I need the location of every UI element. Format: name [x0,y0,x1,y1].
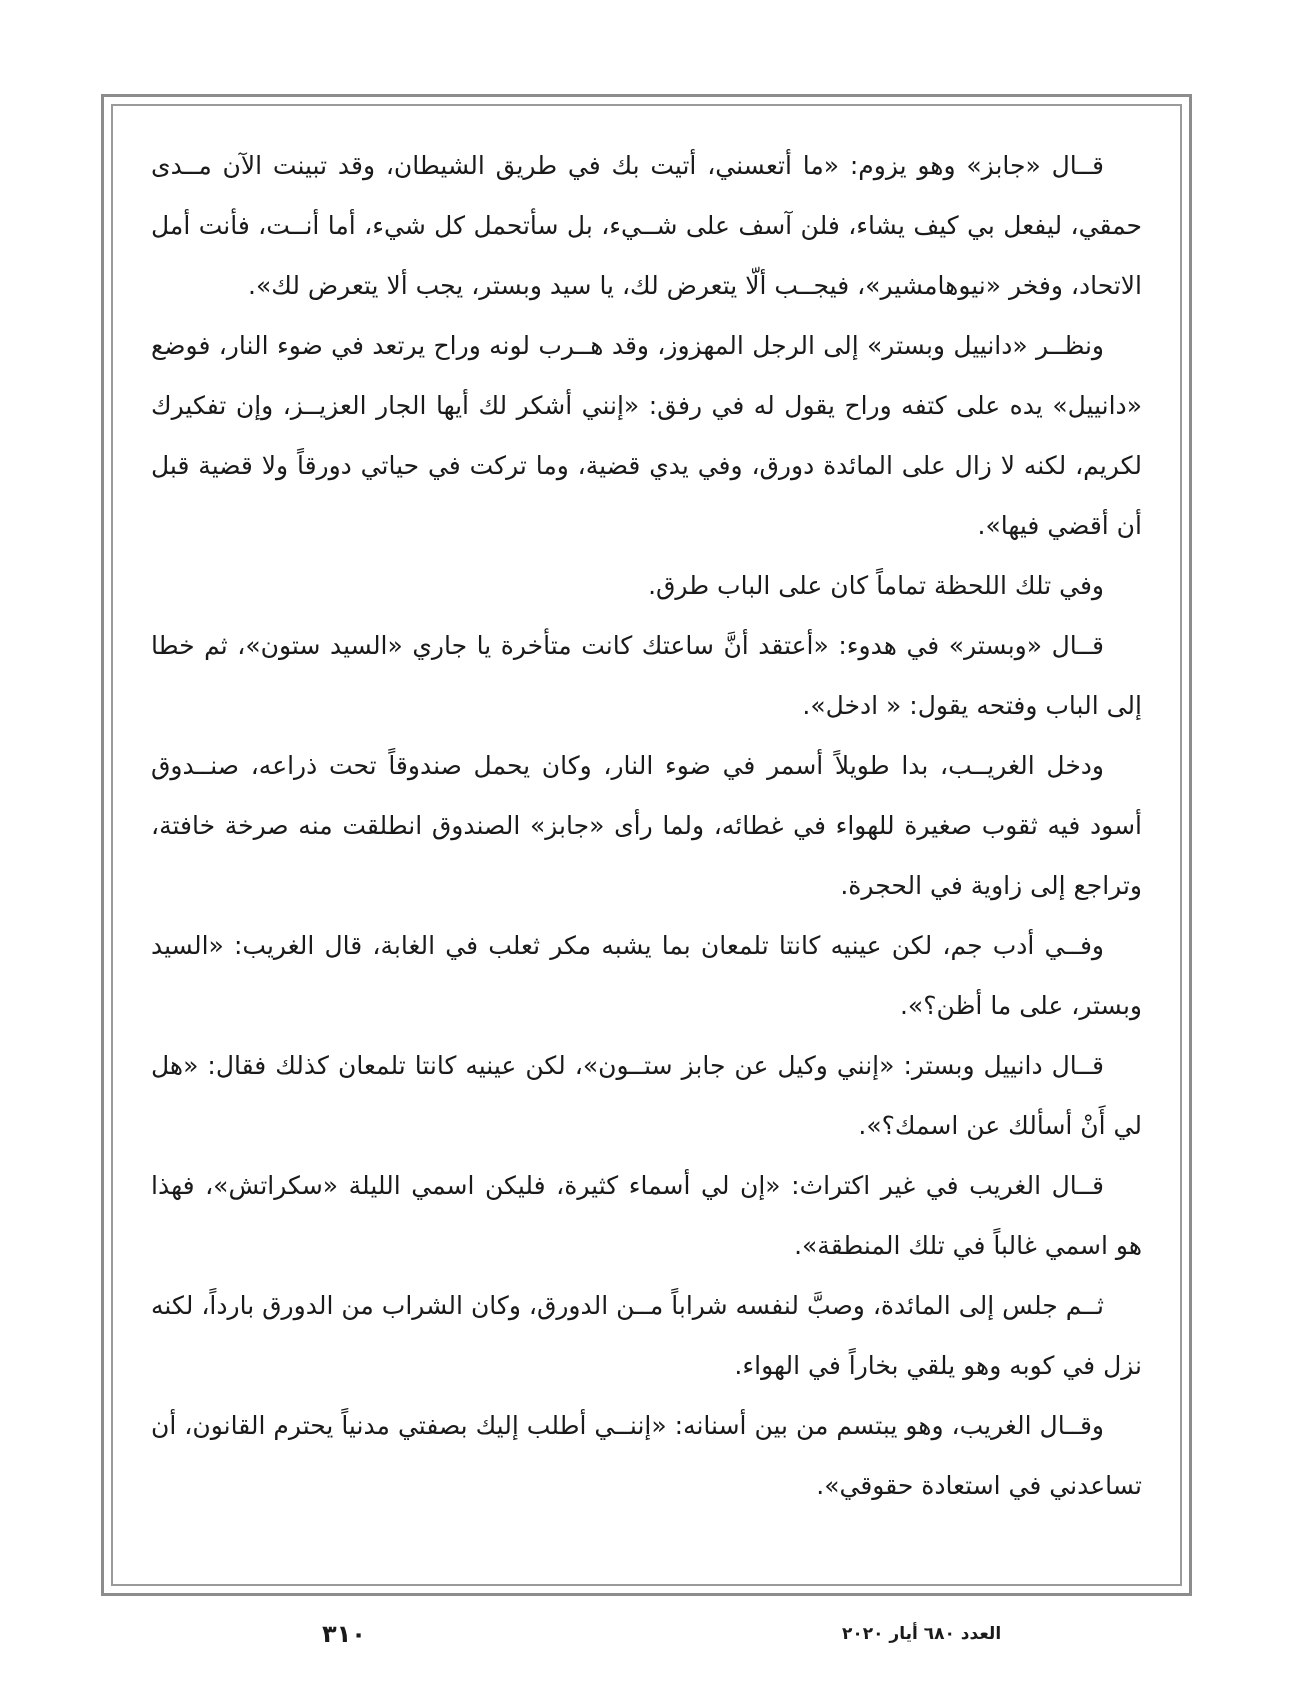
paragraph-9: ثــم جلس إلى المائدة، وصبَّ لنفسه شراباً مــن الدورق، وكان الشراب من الدورق بارداً، لكنه نزل في كوبه وهو يلقي بخاراً في الهواء. [151,1291,1142,1380]
paragraph-3: وفي تلك اللحظة تماماً كان على الباب طرق. [648,571,1104,600]
paragraph-5: ودخل الغريــب، بدا طويلاً أسمر في ضوء النار، وكان يحمل صندوقاً تحت ذراعه، صنــدوق أسود فيه ثقوب صغيرة للهواء في غطائه، ولما رأى «جابز» الصندوق انطلقت منه صرخة خافتة، وتراجع إلى زاوية في الحجرة. [151,751,1142,900]
paragraph-6: وفــي أدب جم، لكن عينيه كانتا تلمعان بما يشبه مكر ثعلب في الغابة، قال الغريب: «السيد وبستر، على ما أظن؟». [151,931,1142,1020]
issue-info: العدد ٦٨٠ أيار ٢٠٢٠ [842,1624,1002,1644]
paragraph-10: وقــال الغريب، وهو يبتسم من بين أسنانه: «إننــي أطلب إليك بصفتي مدنياً يحترم القانون، أن تساعدني في استعادة حقوقي». [151,1411,1142,1500]
paragraph-4: قــال «وبستر» في هدوء: «أعتقد أنَّ ساعتك كانت متأخرة يا جاري «السيد ستون»، ثم خطا إلى الباب وفتحه يقول: « ادخل». [151,631,1142,720]
paragraph-2: ونظــر «دانييل وبستر» إلى الرجل المهزوز، وقد هــرب لونه وراح يرتعد في ضوء النار، فوضع «دانييل» يده على كتفه وراح يقول له في رفق: «إنني أشكر لك أيها الجار العزيــز، وإن تفكيرك لكريم، لكنه لا زال على المائدة دورق، وفي يدي قضية، وما تركت في حياتي دورقاً ولا قضية قبل أن أقضي فيها». [151,331,1142,540]
paragraph-8: قــال الغريب في غير اكتراث: «إن لي أسماء كثيرة، فليكن اسمي الليلة «سكراتش»، فهذا هو اسمي غالباً في تلك المنطقة». [151,1171,1142,1260]
page-number: ٣١٠ [322,1620,366,1648]
page-border-outer [101,94,1192,1596]
paragraph-1: قــال «جابز» وهو يزوم: «ما أتعسني، أتيت بك في طريق الشيطان، وقد تبينت الآن مــدى حمقي، ليفعل بي كيف يشاء، فلن آسف على شــيء، بل سأتحمل كل شيء، أما أنــت، فأنت أمل الاتحاد، وفخر «نيوهامشير»، فيجــب ألّا يتعرض لك، يا سيد وبستر، يجب ألا يتعرض لك». [151,151,1142,300]
paragraph-7: قــال دانييل وبستر: «إنني وكيل عن جابز ستــون»، لكن عينيه كانتا تلمعان كذلك فقال: «هل لي أَنْ أسألك عن اسمك؟». [151,1051,1142,1140]
page-border-inner [111,104,1182,1586]
article-body [151,136,1142,1516]
